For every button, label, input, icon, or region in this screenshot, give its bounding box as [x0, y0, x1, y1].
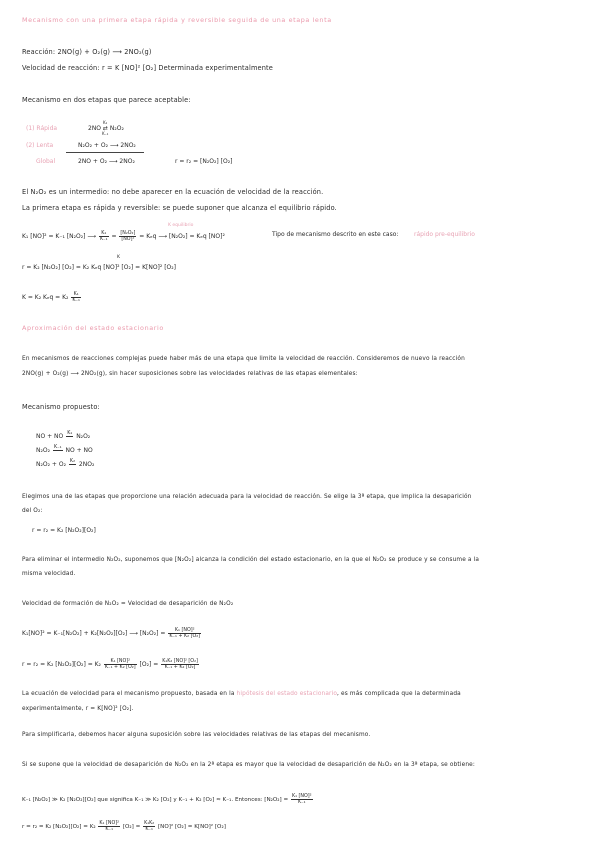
mechanism-intro: Mecanismo en dos etapas que parece aceptable: [22, 96, 191, 104]
step1-equation: 2NO ⇄ N₂O₂ [88, 125, 124, 132]
ratio-k: $\frac{\text{K₁}}{\text{K₋₁}}$ [99, 231, 108, 242]
eliminate-intermediate-2: misma velocidad. [22, 571, 76, 577]
eliminate-intermediate-1: Para eliminar el intermedio N₂O₂, suponemos que [N₂O₂] alcanza la condición del estado estacionario, en la que el N₂O₂ se produce y se consume a la [22, 557, 480, 563]
rate-k-mark: K [117, 255, 120, 260]
mechanism-type-value: rápido pre-equilibrio [414, 231, 475, 238]
step1-label: (1) Rápida [26, 125, 58, 132]
k-equilibrium-note: K equilibrio [168, 223, 194, 228]
mech-step-1: NO + NO K₁ N₂O₂ [36, 431, 91, 440]
final-rate-law: r = r₂ = K₂ [N₂O₂][O₂] = K₂ $\frac{\text{K₁ [NO]²}}{\text{K₋₁}}$ [O₂] = $\frac{\text{K₁K₂}}{\text{K₋₁}}$ [NO]² [O₂] = K[NO]² [O₂] [22, 821, 226, 832]
section-title-steady-state: Aproximación del estado estacionario [22, 324, 164, 332]
step2-label: (2) Lenta [26, 142, 54, 149]
choose-step-text-2: del O₂: [22, 508, 43, 514]
rate-substitution: r = K₂ [N₂O₂] [O₂] = K₂ Kₑq [NO]² [O₂] = K[NO]² [O₂] [22, 264, 177, 271]
steady-state-balance: K₁[NO]² = K₋₁[N₂O₂] + K₂[N₂O₂][O₂] ⟶ [N₂O₂] = $\frac{\text{K₁ [NO]²}}{\text{K₋₁ + K₂ [O₂]}}$ [22, 628, 201, 639]
mech-step-3: N₂O₂ + O₂ K₂ 2NO₂ [36, 459, 95, 468]
steady-state-hypothesis: hipótesis del estado estacionario [236, 691, 338, 697]
step1-k-forward: K₁ [103, 120, 108, 125]
sum-line [66, 152, 144, 153]
rate-law-text: Velocidad de reacción: r = K [NO]² [O₂] Determinada experimentalmente [22, 64, 273, 72]
proposed-mechanism-label: Mecanismo propuesto: [22, 403, 100, 411]
global-rate: r = r₂ = [N₂O₂] [O₂] [175, 158, 233, 165]
k-fraction: $\frac{\text{K₁}}{\text{K₋₁}}$ [72, 292, 80, 303]
assumption-text: Si se supone que la velocidad de desaparición de N₂O₂ en la 2ª etapa es mayor que la velocidad de desaparición de N₂O₂ en la 3ª etapa, se obtiene: [22, 762, 475, 768]
equilibrium-right: = Kₑq ⟶ [N₂O₂] = Kₑq [NO]² [139, 233, 225, 240]
first-step-note: La primera etapa es rápida y reversible: se puede suponer que alcanza el equilibrio rápido. [22, 204, 337, 212]
complex-mechanisms-text-2: 2NO(g) + O₂(g) ⟶ 2NO₂(g), sin hacer suposiciones sobre las velocidades relativas de las etapas elementales: [22, 371, 358, 377]
complex-mechanisms-text-1: En mecanismos de reacciones complejas puede haber más de una etapa que limite la velocidad de reacción. Consideremos de nuevo la reacción [22, 356, 465, 362]
reaction-equation: Reacción: 2NO(g) + O₂(g) ⟶ 2NO₂(g) [22, 48, 152, 56]
equilibrium-line: K₁ [NO]² = K₋₁ [N₂O₂] ⟶ $\frac{\text{K₁}}{\text{K₋₁}}$ = $\frac{\text{[N₂O₂]}}{\text{[NO]²}}$ = Kₑq ⟶ [N₂O₂] = Kₑq [NO]² [22, 231, 225, 242]
rate-steady-state: r = r₂ = K₂ [N₂O₂][O₂] = K₂ $\frac{\text{K₁ [NO]²}}{\text{K₋₁ + K₂ [O₂]}}$ [O₂] = $\frac{\text{K₁K₂ [NO]² [O₂]}}{\text{K₋₁ + K₂ [O₂]}}$ [22, 659, 198, 670]
k-definition: K = K₂ Kₑq = K₂ $\frac{\text{K₁}}{\text{K₋₁}}$ [22, 292, 80, 303]
rate-eq-comment-2: experimentalmente, r = K[NO]² [O₂]. [22, 706, 134, 712]
global-equation: 2NO + O₂ ⟶ 2NO₂ [78, 158, 135, 165]
simplify-text: Para simplificarla, debemos hacer alguna suposición sobre las velocidades relativas de las etapas del mecanismo. [22, 732, 371, 738]
step2-equation: N₂O₂ + O₂ ⟶ 2NO₂ [78, 142, 136, 149]
formation-equals-disappearance: Velocidad de formación de N₂O₂ = Velocidad de desaparición de N₂O₂ [22, 601, 234, 607]
mechanism-type-label: Tipo de mecanismo descrito en este caso: [272, 231, 399, 238]
mech-step-2: N₂O₂ K₋₁ NO + NO [36, 445, 93, 454]
rate-equation-r2: r = r₂ = K₂ [N₂O₂][O₂] [32, 527, 96, 534]
ratio-conc: $\frac{\text{[N₂O₂]}}{\text{[NO]²}}$ [120, 231, 136, 242]
step1-k-reverse: K₋₁ [102, 131, 109, 136]
intermediate-note: El N₂O₂ es un intermedio: no debe aparecer en la ecuación de velocidad de la reacción. [22, 188, 324, 196]
global-label: Global [36, 158, 56, 165]
approximation-line: K₋₁ [N₂O₂] ≫ K₂ [N₂O₂][O₂] que significa K₋₁ ≫ K₂ [O₂] y K₋₁ + K₂ [O₂] ≈ K₋₁. Entonces: [N₂O₂] = $\frac{\text{K₁ [NO]²}}{\text{K₋₁}}$ [22, 794, 312, 805]
section-title-mechanism: Mecanismo con una primera etapa rápida y reversible seguida de una etapa lenta [22, 16, 332, 24]
equilibrium-left: K₁ [NO]² = K₋₁ [N₂O₂] ⟶ [22, 233, 97, 240]
rate-eq-comment-1: La ecuación de velocidad para el mecanismo propuesto, basada en la hipótesis del estado estacionario, es más complicada que la determinada [22, 691, 461, 697]
choose-step-text-1: Elegimos una de las etapas que proporcione una relación adecuada para la velocidad de reacción. Se elige la 3ª etapa, que implica la desaparición [22, 494, 472, 500]
